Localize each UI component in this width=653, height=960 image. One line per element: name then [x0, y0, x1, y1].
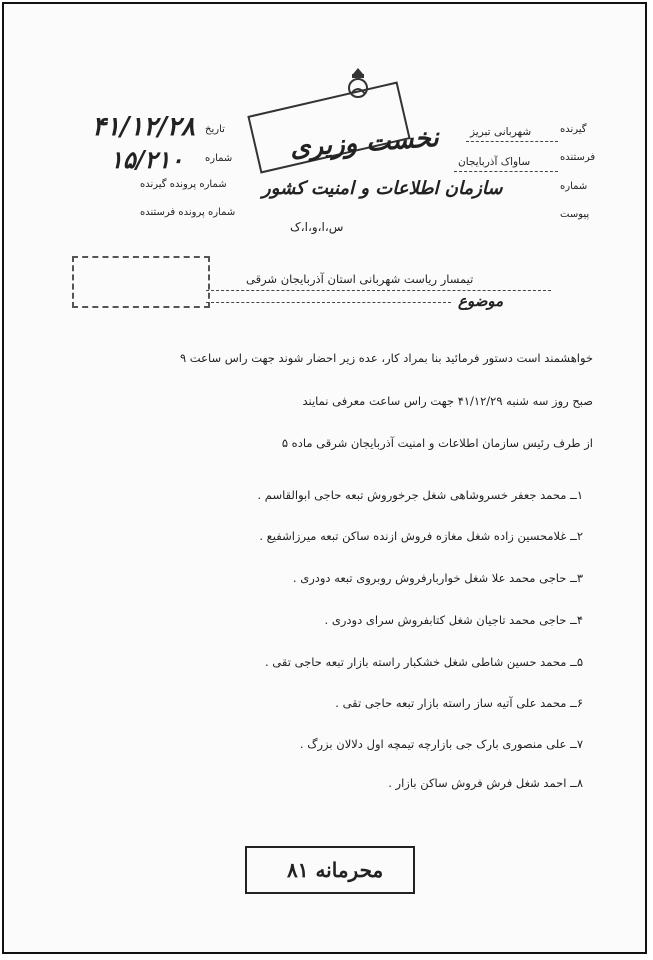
receiver-file-label: شماره پرونده گیرنده — [140, 179, 227, 190]
list-item: ۸ــ احمد شغل فرش فروش ساکن بازار . — [388, 776, 583, 790]
reference-code: س،ا،و،ا،ک — [290, 220, 344, 234]
list-item: ۳ــ حاجی محمد علا شغل خواربارفروش روبروی تبعه دودری . — [292, 571, 583, 585]
ministry-title: نخست وزیری — [289, 122, 440, 164]
list-item: ۱ــ محمد جعفر خسروشاهی شغل جرخوروش تبعه حاجی ابوالقاسم . — [257, 488, 583, 502]
list-item: ۴ــ حاجی محمد تاجیان شغل کتابفروش سرای دودری . — [324, 613, 583, 627]
list-item: ۷ــ علی منصوری بارک جی بازارچه تیمچه اول دلالان بزرگ . — [299, 737, 583, 751]
recipient-line — [466, 141, 558, 142]
subject-value: تیمسار ریاست شهربانی استان آذربایجان شرقی — [246, 272, 474, 286]
bottom-stamp — [245, 846, 415, 894]
reception-stamp-box — [72, 256, 210, 308]
body-paragraph-2: صبح روز سه شنبه ۴۱/۱۲/۲۹ جهت راس ساعت معرفی نمایند — [302, 394, 593, 408]
date-label: تاریخ — [205, 124, 225, 135]
number-label: شماره — [205, 153, 233, 164]
attachment-label: پیوست — [560, 209, 590, 220]
sender-line — [454, 171, 558, 172]
sender-label: فرستنده — [560, 152, 596, 163]
subject-label: موضوع — [458, 292, 504, 310]
sender-file-label: شماره پرونده فرستنده — [140, 207, 236, 218]
body-paragraph-3: از طرف رئیس سازمان اطلاعات و امنیت آذربایجان شرقی ماده ۵ — [281, 436, 593, 450]
subject-upper-line — [206, 290, 551, 291]
list-item: ۲ــ غلامحسین زاده شغل مغازه فروش ازنده ساکن تبعه میرزاشفیع . — [259, 529, 583, 543]
list-item: ۶ــ محمد علی آتیه ساز راسته بازار تبعه حاجی تقی . — [335, 696, 583, 710]
recipient-value: شهربانی تبریز — [470, 126, 532, 138]
list-item: ۵ــ محمد حسین شاطی شغل خشکبار راسته بازار تبعه حاجی تقی . — [265, 655, 583, 669]
recipient-label: گیرنده — [560, 124, 587, 135]
bottom-stamp-text: محرمانه ۸۱ — [287, 858, 384, 882]
subject-lower-line — [206, 302, 451, 303]
copy-label: شماره — [560, 181, 588, 192]
number-value: ۱۵/۲۱۰ — [110, 145, 184, 174]
organization-title: سازمان اطلاعات و امنیت کشور — [262, 178, 503, 199]
sender-value: ساواک آذربایجان — [458, 156, 531, 168]
body-paragraph-1: خواهشمند است دستور فرمائید بنا بمراد کار، عده زیر احضار شوند جهت راس ساعت ۹ — [179, 351, 593, 365]
date-value: ۴۱/۱۲/۲۸ — [92, 112, 195, 142]
